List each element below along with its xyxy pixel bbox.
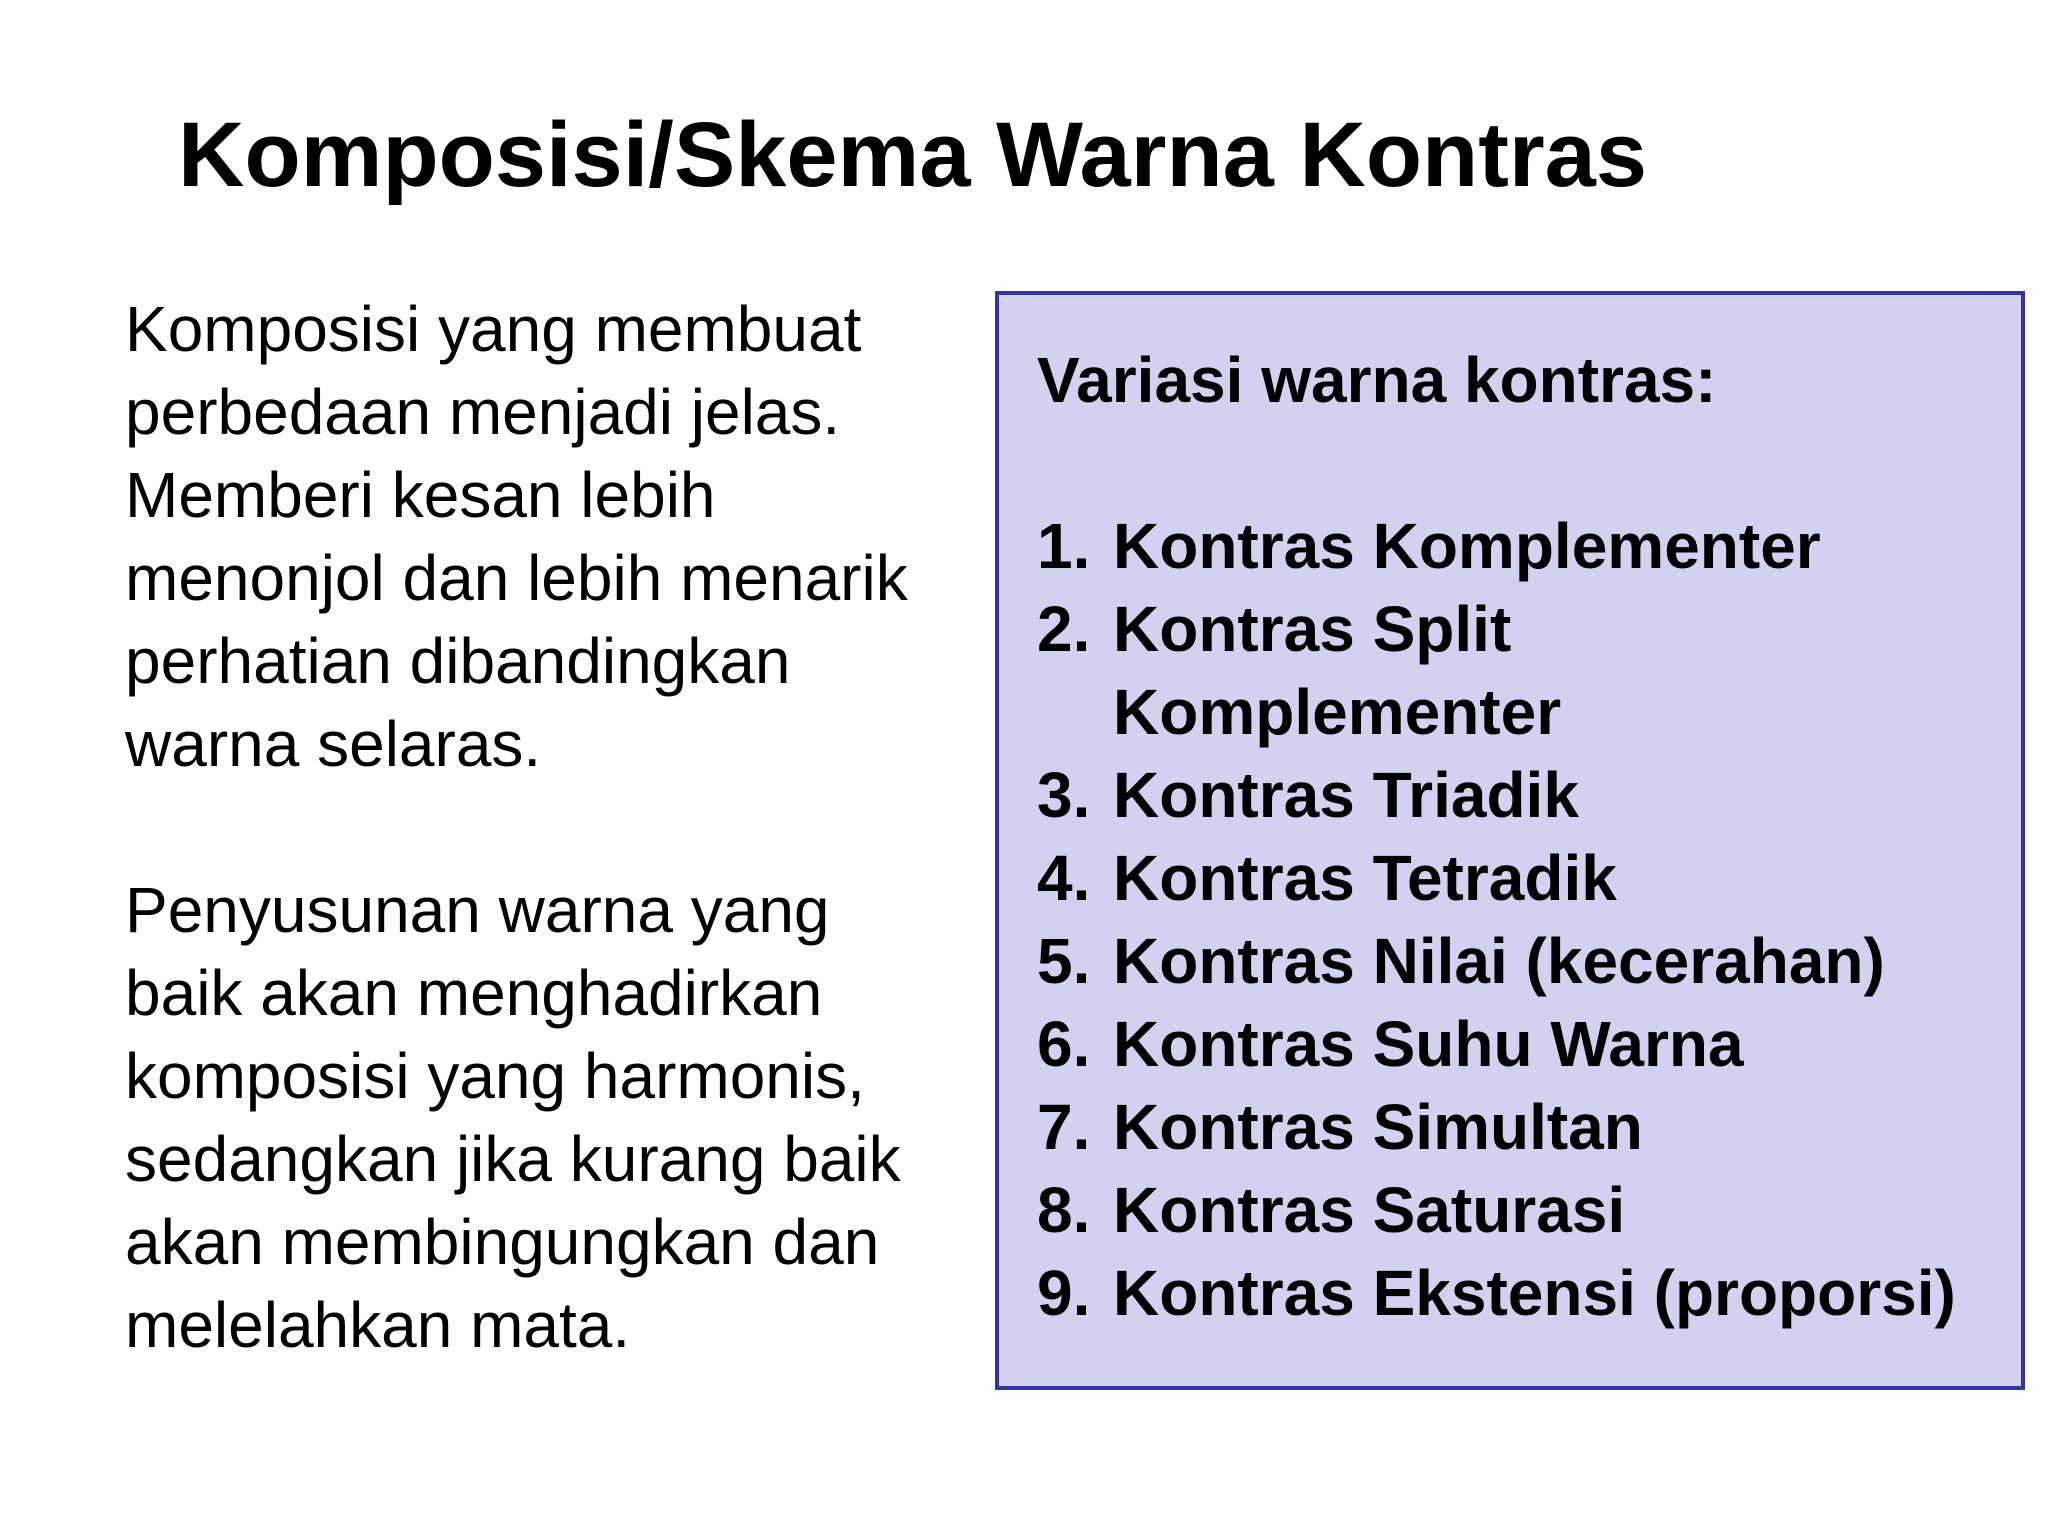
list-item-label: Kontras Split: [1113, 593, 1512, 665]
list-item: [1037, 920, 1956, 1003]
list-item-label: Kontras Triadik: [1113, 759, 1579, 831]
list-item: [1037, 1169, 1956, 1252]
paragraph-line: akan membingungkan dan: [125, 1206, 880, 1278]
left-description: [125, 288, 985, 1367]
list-item: [1037, 1086, 1956, 1169]
list-item-number: 5.: [1037, 925, 1091, 997]
list-item: [1037, 837, 1956, 920]
paragraph-line: Komposisi yang membuat: [125, 293, 862, 365]
paragraph-line: warna selaras.: [125, 708, 542, 780]
variation-list: [1037, 505, 1956, 1335]
list-item: [1037, 1003, 1956, 1086]
list-item-label: Kontras Simultan: [1113, 1091, 1643, 1163]
paragraph-line: komposisi yang harmonis,: [125, 1040, 865, 1112]
list-item: [1037, 505, 1956, 588]
list-item-number: 6.: [1037, 1008, 1091, 1080]
paragraph-spacer: [125, 786, 985, 869]
list-item-number: 8.: [1037, 1174, 1091, 1246]
list-item-number: 7.: [1037, 1091, 1091, 1163]
list-item-label-continued: Komplementer: [1113, 676, 1562, 748]
list-item-number: 9.: [1037, 1257, 1091, 1329]
paragraph-line: melelahkan mata.: [125, 1289, 631, 1361]
list-item-label: Kontras Saturasi: [1113, 1174, 1626, 1246]
list-item-label: Kontras Tetradik: [1113, 842, 1617, 914]
list-item-label: Kontras Nilai (kecerahan): [1113, 925, 1885, 997]
paragraph-line: Penyusunan warna yang: [125, 874, 830, 946]
paragraph-line: perhatian dibandingkan: [125, 625, 791, 697]
paragraph-line: menonjol dan lebih menarik: [125, 542, 908, 614]
list-item: [1037, 1252, 1956, 1335]
list-item-number: 4.: [1037, 842, 1091, 914]
list-item-label: Kontras Ekstensi (proporsi): [1113, 1257, 1956, 1329]
list-item-number: 1.: [1037, 510, 1091, 582]
list-item-number: 2.: [1037, 593, 1091, 665]
variation-box: [995, 291, 2025, 1390]
paragraph-line: sedangkan jika kurang baik: [125, 1123, 901, 1195]
list-item: [1037, 588, 1956, 754]
list-item: [1037, 754, 1956, 837]
list-item-number: 3.: [1037, 759, 1091, 831]
paragraph-line: baik akan menghadirkan: [125, 957, 823, 1029]
variation-heading: Variasi warna kontras:: [1037, 344, 1717, 416]
description-paragraph-2: [125, 869, 985, 1367]
paragraph-line: Memberi kesan lebih: [125, 459, 716, 531]
list-item-label: Kontras Suhu Warna: [1113, 1008, 1744, 1080]
slide-title: Komposisi/Skema Warna Kontras: [178, 104, 1647, 206]
list-item-label: Kontras Komplementer: [1113, 510, 1821, 582]
description-paragraph-1: [125, 288, 985, 786]
paragraph-line: perbedaan menjadi jelas.: [125, 376, 841, 448]
